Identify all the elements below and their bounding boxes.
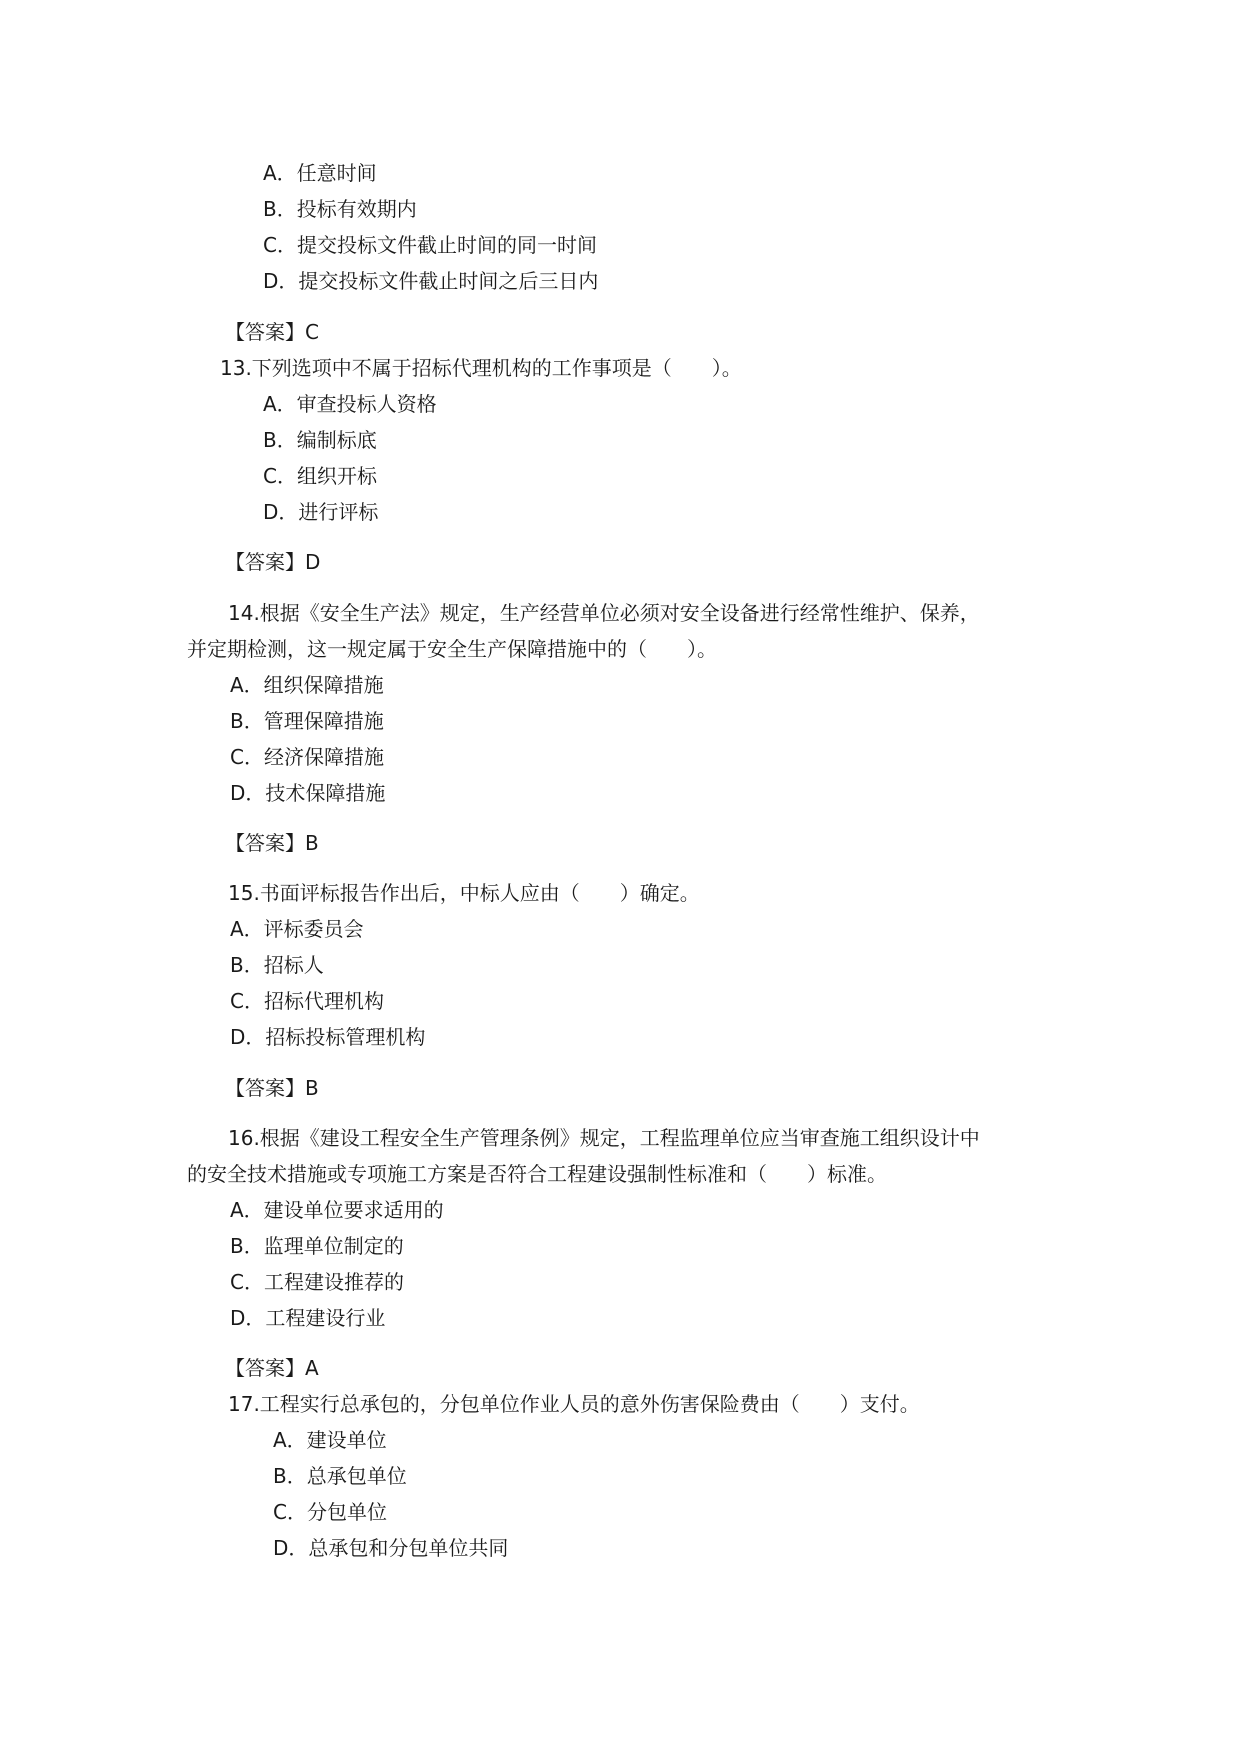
- q14-option-b: B．管理保障措施: [230, 709, 384, 733]
- q14-option-a: A．组织保障措施: [230, 673, 384, 697]
- q13-option-d: D．进行评标: [263, 500, 379, 524]
- q14-answer: 【答案】B: [225, 831, 319, 855]
- q12-option-b: B．投标有效期内: [263, 197, 417, 221]
- q16-option-a: A．建设单位要求适用的: [230, 1198, 444, 1222]
- q16-option-b: B．监理单位制定的: [230, 1234, 404, 1258]
- q12-option-c: C．提交投标文件截止时间的同一时间: [263, 233, 597, 257]
- q13-option-c: C．组织开标: [263, 464, 377, 488]
- q14-option-c: C．经济保障措施: [230, 745, 384, 769]
- q16-option-d: D．工程建设行业: [230, 1306, 386, 1330]
- q12-option-a: A．任意时间: [263, 161, 377, 185]
- q15-option-d: D．招标投标管理机构: [230, 1025, 426, 1049]
- q15-option-a: A．评标委员会: [230, 917, 364, 941]
- q16-stem-line2: 的安全技术措施或专项施工方案是否符合工程建设强制性标准和（ ）标准。: [187, 1162, 887, 1186]
- q17-stem: 17.工程实行总承包的，分包单位作业人员的意外伤害保险费由（ ）支付。: [228, 1392, 920, 1416]
- q17-option-a: A．建设单位: [273, 1428, 387, 1452]
- q15-option-b: B．招标人: [230, 953, 324, 977]
- q16-stem-line1: 16.根据《建设工程安全生产管理条例》规定，工程监理单位应当审查施工组织设计中: [228, 1126, 980, 1150]
- q13-option-b: B．编制标底: [263, 428, 377, 452]
- q16-answer: 【答案】A: [225, 1356, 319, 1380]
- q15-stem: 15.书面评标报告作出后，中标人应由（ ）确定。: [228, 881, 700, 905]
- q12-option-d: D．提交投标文件截止时间之后三日内: [263, 269, 599, 293]
- q17-option-b: B．总承包单位: [273, 1464, 407, 1488]
- q13-answer: 【答案】D: [225, 550, 321, 574]
- q13-option-a: A．审查投标人资格: [263, 392, 437, 416]
- q16-option-c: C．工程建设推荐的: [230, 1270, 404, 1294]
- q15-answer: 【答案】B: [225, 1076, 319, 1100]
- q12-answer: 【答案】C: [225, 320, 319, 344]
- q15-option-c: C．招标代理机构: [230, 989, 384, 1013]
- q13-stem: 13.下列选项中不属于招标代理机构的工作事项是（ ）。: [220, 356, 742, 380]
- q14-stem-line1: 14.根据《安全生产法》规定，生产经营单位必须对安全设备进行经常性维护、保养，: [228, 601, 980, 625]
- q14-option-d: D．技术保障措施: [230, 781, 386, 805]
- q17-option-d: D．总承包和分包单位共同: [273, 1536, 509, 1560]
- q14-stem-line2: 并定期检测，这一规定属于安全生产保障措施中的（ ）。: [187, 637, 717, 661]
- q17-option-c: C．分包单位: [273, 1500, 387, 1524]
